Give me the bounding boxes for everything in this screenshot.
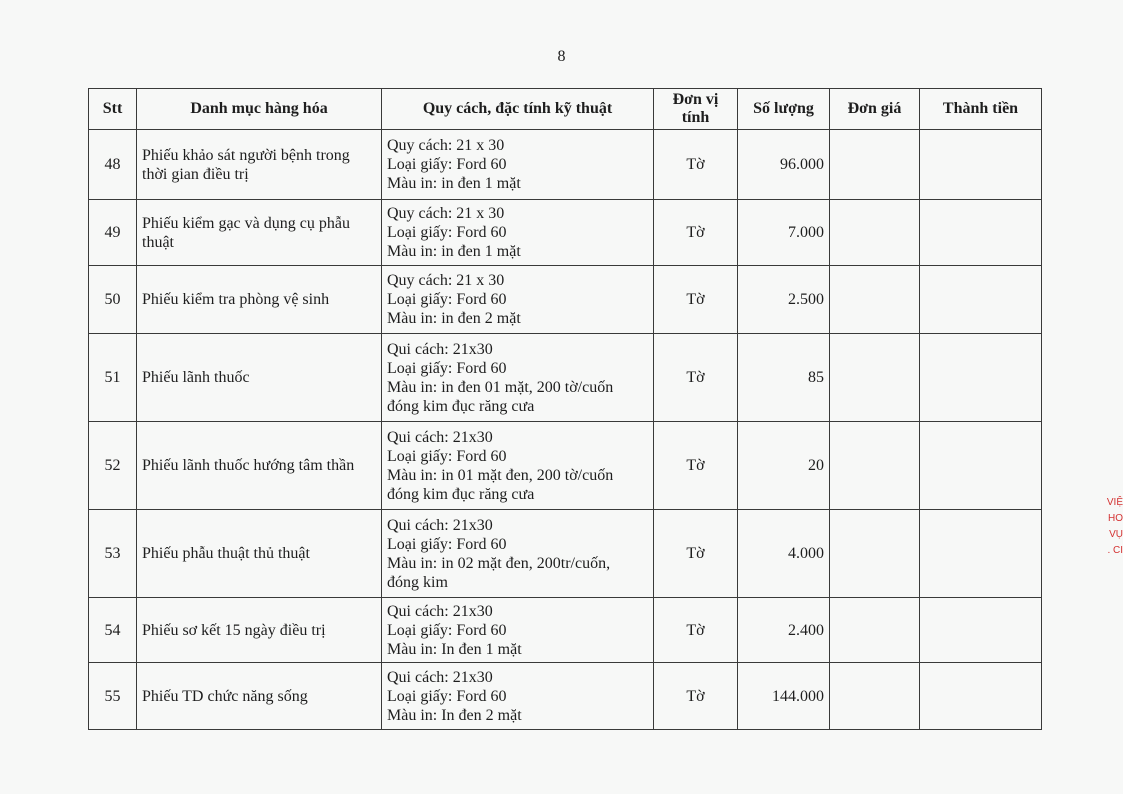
spec-line: Quy cách: 21 x 30 [387, 137, 505, 154]
row-price [830, 266, 920, 334]
row-stt: 49 [89, 200, 137, 266]
row-item: Phiếu kiểm gạc và dụng cụ phẫu thuật [137, 200, 382, 266]
table-row [89, 130, 1042, 200]
row-unit: Tờ [654, 422, 738, 510]
spec-line: Loại giấy: Ford 60 [387, 224, 507, 241]
row-total [920, 266, 1042, 334]
row-spec [382, 663, 654, 730]
spec-line: Màu in: in đen 01 mặt, 200 tờ/cuốn [387, 378, 614, 396]
table-row [89, 200, 1042, 266]
row-total [920, 334, 1042, 422]
row-stt: 55 [89, 663, 137, 730]
row-stt: 51 [89, 334, 137, 422]
row-stt: 54 [89, 598, 137, 663]
spec-line: Quy cách: 21 x 30 [387, 205, 505, 222]
spec-line: Màu in: in 01 mặt đen, 200 tờ/cuốn [387, 466, 614, 484]
row-total [920, 130, 1042, 200]
spec-line: Màu in: In đen 2 mặt [387, 706, 522, 724]
stamp-line: VỤ [1109, 529, 1123, 540]
spec-line: Qui cách: 21x30 [387, 668, 493, 686]
row-spec [382, 200, 654, 266]
row-stt: 52 [89, 422, 137, 510]
row-spec [382, 334, 654, 422]
row-price [830, 510, 920, 598]
spec-line: Qui cách: 21x30 [387, 340, 493, 358]
row-stt: 48 [89, 130, 137, 200]
row-item: Phiếu kiểm tra phòng vệ sinh [137, 266, 382, 334]
spec-line: Quy cách: 21 x 30 [387, 272, 505, 289]
row-spec [382, 130, 654, 200]
row-stt: 53 [89, 510, 137, 598]
row-total [920, 200, 1042, 266]
row-total [920, 510, 1042, 598]
page-number: 8 [557, 48, 566, 65]
table-row [89, 422, 1042, 510]
row-item: Phiếu lãnh thuốc hướng tâm thần [137, 422, 382, 510]
row-price [830, 200, 920, 266]
row-unit: Tờ [654, 200, 738, 266]
spec-line: Loại giấy: Ford 60 [387, 156, 507, 173]
row-unit: Tờ [654, 663, 738, 730]
stamp-line: VIỆ [1106, 497, 1123, 508]
spec-line: đóng kim đục răng cưa [387, 485, 535, 503]
spec-line: đóng kim đục răng cưa [387, 397, 535, 415]
row-unit: Tờ [654, 130, 738, 200]
row-price [830, 598, 920, 663]
row-spec [382, 598, 654, 663]
spec-line: Màu in: in đen 1 mặt [387, 243, 521, 260]
row-unit: Tờ [654, 266, 738, 334]
row-price [830, 663, 920, 730]
header-stt: Stt [89, 89, 137, 130]
spec-line: Loại giấy: Ford 60 [387, 535, 507, 553]
header-spec: Quy cách, đặc tính kỹ thuật [382, 89, 654, 130]
row-total [920, 422, 1042, 510]
spec-line: Loại giấy: Ford 60 [387, 291, 507, 308]
table-row [89, 266, 1042, 334]
spec-line: Qui cách: 21x30 [387, 428, 493, 446]
row-qty: 144.000 [738, 663, 830, 730]
goods-table [88, 88, 1042, 730]
spec-line: Qui cách: 21x30 [387, 602, 493, 620]
header-row [89, 89, 1042, 130]
table-row [89, 598, 1042, 663]
row-stt: 50 [89, 266, 137, 334]
row-spec [382, 266, 654, 334]
header-unit-line1: Đơn vị [672, 91, 719, 108]
row-unit: Tờ [654, 598, 738, 663]
row-qty: 4.000 [738, 510, 830, 598]
row-item: Phiếu lãnh thuốc [137, 334, 382, 422]
row-item: Phiếu phẫu thuật thủ thuật [137, 510, 382, 598]
header-price: Đơn giá [830, 89, 920, 130]
spec-line: Loại giấy: Ford 60 [387, 687, 507, 705]
row-item: Phiếu sơ kết 15 ngày điều trị [137, 598, 382, 663]
spec-line: Loại giấy: Ford 60 [387, 447, 507, 465]
header-unit-line2: tính [681, 109, 710, 126]
table-row [89, 510, 1042, 598]
row-qty: 96.000 [738, 130, 830, 200]
row-spec [382, 510, 654, 598]
table-row [89, 334, 1042, 422]
spec-line: Màu in: in đen 2 mặt [387, 310, 521, 327]
row-unit: Tờ [654, 334, 738, 422]
stamp-line: HO [1108, 513, 1123, 524]
header-item: Danh mục hàng hóa [137, 89, 382, 130]
row-spec [382, 422, 654, 510]
row-price [830, 422, 920, 510]
table-body [89, 130, 1042, 730]
header-unit [654, 89, 738, 130]
row-price [830, 334, 920, 422]
spec-line: đóng kim [387, 573, 448, 591]
row-qty: 85 [738, 334, 830, 422]
row-price [830, 130, 920, 200]
spec-line: Màu in: in đen 1 mặt [387, 175, 521, 192]
spec-line: Màu in: in 02 mặt đen, 200tr/cuốn, [387, 554, 611, 572]
table-row [89, 663, 1042, 730]
spec-line: Loại giấy: Ford 60 [387, 359, 507, 377]
header-total: Thành tiền [920, 89, 1042, 130]
stamp-line: . CI [1107, 545, 1123, 556]
header-qty: Số lượng [738, 89, 830, 130]
row-item: Phiếu khảo sát người bệnh trong thời gian điều trị [137, 130, 382, 200]
spec-line: Màu in: In đen 1 mặt [387, 640, 522, 658]
spec-line: Loại giấy: Ford 60 [387, 621, 507, 639]
row-qty: 7.000 [738, 200, 830, 266]
row-total [920, 663, 1042, 730]
spec-line: Qui cách: 21x30 [387, 516, 493, 534]
row-qty: 20 [738, 422, 830, 510]
row-total [920, 598, 1042, 663]
row-unit: Tờ [654, 510, 738, 598]
margin-stamp [1100, 495, 1123, 559]
row-qty: 2.400 [738, 598, 830, 663]
row-item: Phiếu TD chức năng sống [137, 663, 382, 730]
row-qty: 2.500 [738, 266, 830, 334]
